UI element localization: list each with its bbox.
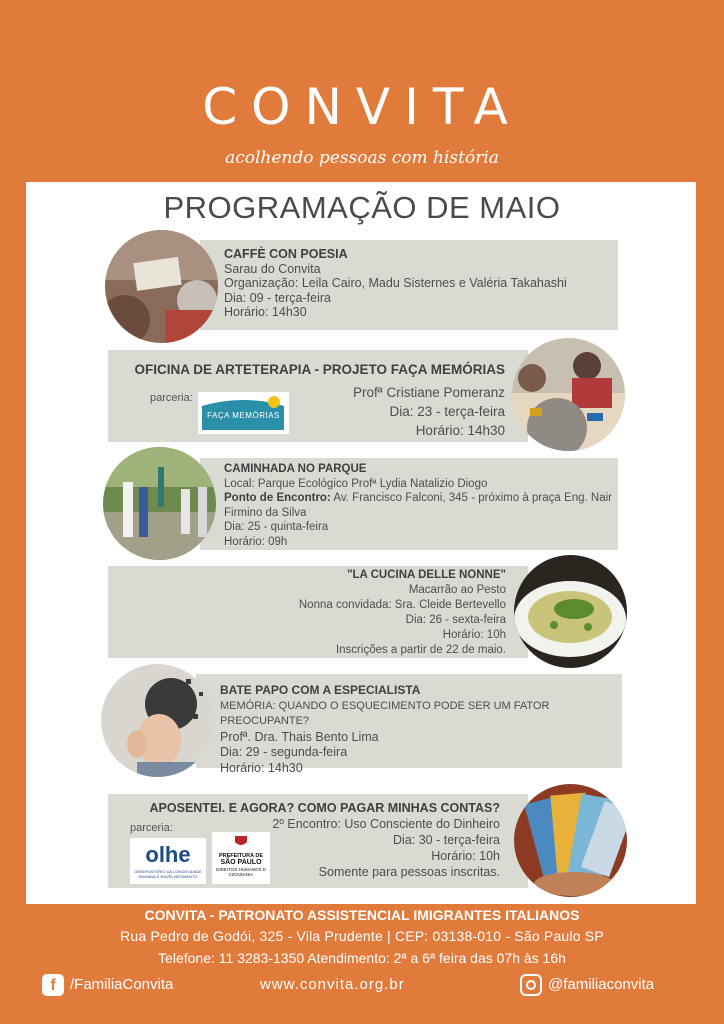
event-line: Horário: 10h <box>442 629 506 641</box>
page-title: PROGRAMAÇÃO DE MAIO <box>163 190 561 225</box>
event-line: Dia: 09 - terça-feira <box>224 290 331 305</box>
facebook-icon: f <box>42 974 64 996</box>
footer-phone: Telefone: 11 3283-1350 Atendimento: 2ª a 6ª feira das 07h às 16h <box>158 950 566 966</box>
event-line: Horário: 09h <box>224 535 288 548</box>
meeting-point <box>224 491 612 520</box>
event-line: Profª. Dra. Thais Bento Lima <box>220 729 379 744</box>
footer-org: CONVITA - PATRONATO ASSISTENCIAL IMIGRANTES ITALIANOS <box>144 907 580 923</box>
event-title: CAMINHADA NO PARQUE <box>224 463 367 475</box>
event-title: CAFFÈ CON POESIA <box>224 247 348 261</box>
event-photo-art <box>512 338 625 451</box>
event-line: Horário: 14h30 <box>415 423 505 438</box>
event-title: APOSENTEI. E AGORA? COMO PAGAR MINHAS CONTAS? <box>149 801 500 815</box>
event-line: Dia: 23 - terça-feira <box>389 404 505 419</box>
prefeitura-line3: DIREITOS HUMANOS E CIDADANIA <box>216 867 266 877</box>
instagram-link[interactable] <box>520 974 654 996</box>
event-text-caminhada <box>224 462 612 549</box>
tagline: acolhendo pessoas com história <box>225 148 499 168</box>
event-line: Horário: 10h <box>431 849 500 863</box>
footer-address: Rua Pedro de Godói, 325 - Vila Prudente | CEP: 03138-010 - São Paulo SP <box>120 928 604 944</box>
facebook-handle: /FamiliaConvita <box>70 975 174 993</box>
instagram-icon <box>520 974 542 996</box>
event-line: MEMÓRIA: QUANDO O ESQUECIMENTO PODE SER UM FATOR PREOCUPANTE? <box>220 699 550 727</box>
partner-label: parceria: <box>150 392 193 404</box>
event-title: "LA CUCINA DELLE NONNE" <box>347 569 506 581</box>
website-text: www.convita.org.br <box>260 976 405 993</box>
event-line: Local: Parque Ecológico Profª Lydia Natalizio Diogo <box>224 477 488 490</box>
event-line: Dia: 26 - sexta-feira <box>405 614 506 626</box>
olhe-logo-subtext: OBSERVATÓRIO DA LONGEVIDADE HUMANA E ENVELHECIMENTO <box>134 869 202 879</box>
event-title: OFICINA DE ARTETERAPIA - PROJETO FAÇA MEMÓRIAS <box>134 362 505 377</box>
event-photo-park <box>103 447 216 560</box>
event-text-caffe <box>224 247 614 320</box>
prefeitura-line1: PREFEITURA DE <box>218 853 264 859</box>
event-text-bate-papo <box>220 683 620 776</box>
olhe-logo-text: olhe <box>145 842 191 867</box>
event-line: Dia: 25 - quinta-feira <box>224 521 329 533</box>
facebook-link[interactable] <box>42 974 173 996</box>
event-photo-poetry <box>105 230 218 343</box>
event-line: Horário: 14h30 <box>224 305 307 319</box>
event-text-cucina <box>110 568 506 658</box>
partner-label: parceria: <box>130 822 173 834</box>
website-link[interactable] <box>260 976 405 993</box>
event-line: Sarau do Convita <box>224 261 321 276</box>
instagram-handle: @familiaconvita <box>548 975 655 993</box>
brand-logo: CONVITA <box>202 78 522 136</box>
event-line: Horário: 14h30 <box>220 760 303 775</box>
event-photo-memory <box>101 664 214 777</box>
event-line: Nonna convidada: Sra. Cleide Bertevello <box>298 599 506 611</box>
meeting-label: Ponto de Encontro: <box>224 492 331 504</box>
event-line: Organização: Leila Cairo, Madu Sisternes e Valéria Takahashi <box>224 276 567 290</box>
event-line: Profª Cristiane Pomeranz <box>352 385 505 400</box>
event-title: BATE PAPO COM A ESPECIALISTA <box>220 683 421 697</box>
event-line: Dia: 30 - terça-feira <box>393 833 500 847</box>
event-photo-money <box>514 784 627 897</box>
event-line: Somente para pessoas inscritas. <box>318 865 500 879</box>
prefeitura-logo <box>212 832 270 884</box>
coat-of-arms-icon <box>234 834 248 848</box>
event-photo-pasta <box>514 555 627 668</box>
event-line: Inscrições a partir de 22 de maio. <box>335 644 506 656</box>
prefeitura-line2: SÃO PAULO <box>220 859 262 866</box>
event-line: Macarrão ao Pesto <box>408 584 506 596</box>
faca-memorias-logo <box>198 392 289 434</box>
event-line: 2º Encontro: Uso Consciente do Dinheiro <box>272 817 500 831</box>
partner-logo-text: FAÇA MEMÓRIAS <box>207 411 280 420</box>
olhe-logo <box>130 838 206 884</box>
event-line: Dia: 29 - segunda-feira <box>220 745 348 759</box>
meeting-value: Av. Francisco Falconi, 345 - próximo à praça Eng. Nair Firmino da Silva <box>224 492 613 519</box>
